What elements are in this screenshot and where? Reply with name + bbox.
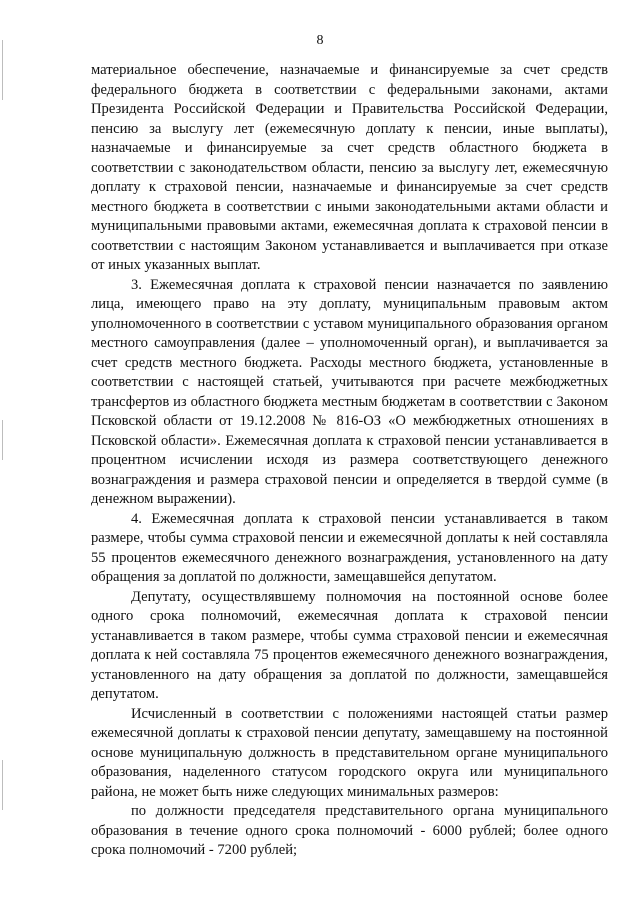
scan-edge-mark: [2, 420, 3, 460]
document-body: [91, 61, 608, 861]
paragraph-continuation: материальное обеспечение, назначаемые и финансируемые за счет средств федерального бюджета в соответствии с федеральными законами, актами Президента Российской Федерации и Правительства Российской Федерации, пенсию за выслугу лет (ежемесячную доплату к пенсии, иные выплаты), назначаемые и финансируемые за счет средств областного бюджета в соответствии с законодательством области, пенсию за выслугу лет, ежемесячную доплату к страховой пенсии, назначаемые и финансируемые за счет средств местного бюджета в соответствии с иными законодательными актами области и муниципальными правовыми актами, ежемесячная доплата к страховой пенсии в соответствии с настоящим Законом устанавливается и выплачивается при отказе от иных указанных выплат.: [91, 62, 608, 273]
page-number: 8: [316, 33, 324, 48]
paragraph-clause-4: 4. Ежемесячная доплата к страховой пенсии устанавливается в таком размере, чтобы сумма страховой пенсии и ежемесячной доплаты к ней составляла 55 процентов ежемесячного денежного вознаграждения, установленного на дату обращения за доплатой по должности, замещавшейся депутатом.: [91, 510, 608, 585]
scan-edge-mark: [2, 40, 3, 100]
paragraph-clause-3: 3. Ежемесячная доплата к страховой пенсии назначается по заявлению лица, имеющего право на эту доплату, муниципальным правовым актом уполномоченного в соответствии с уставом муниципального образования органом местного самоуправления (далее – уполномоченный орган), и выплачивается за счет средств местного бюджета. Расходы местного бюджета, установленные в соответствии с настоящей статьей, учитываются при расчете межбюджетных трансфертов из областного бюджета местным бюджетам в соответствии с Законом Псковской области от 19.12.2008 № 816-ОЗ «О межбюджетных отношениях в Псковской области». Ежемесячная доплата к страховой пенсии устанавливается в процентном исчислении исходя из размера соответствующего денежного вознаграждения и размера страховой пенсии и определяется в твердой сумме (в денежном выражении).: [91, 276, 608, 507]
paragraph-chairman-amounts: по должности председателя представительного органа муниципального образования в течение одного срока полномочий - 6000 рублей; более одного срока полномочий - 7200 рублей;: [91, 803, 608, 858]
paragraph-deputy-multiple-terms: Депутату, осуществлявшему полномочия на постоянной основе более одного срока полномочий, ежемесячная доплата к страховой пенсии устанавливается в таком размере, чтобы сумма страховой пенсии и ежемесячная доплата к ней составляла 75 процентов ежемесячного денежного вознаграждения, установленного на дату обращения за доплатой по должности, замещавшейся депутатом.: [91, 588, 608, 702]
scan-edge-mark: [2, 760, 3, 810]
paragraph-minimum-amounts: Исчисленный в соответствии с положениями настоящей статьи размер ежемесячной доплаты к страховой пенсии депутату, замещавшему на постоянной основе муниципальную должность в представительном органе муниципального образования, наделенного статусом городского округа или муниципального района, не может быть ниже следующих минимальных размеров:: [91, 705, 608, 800]
